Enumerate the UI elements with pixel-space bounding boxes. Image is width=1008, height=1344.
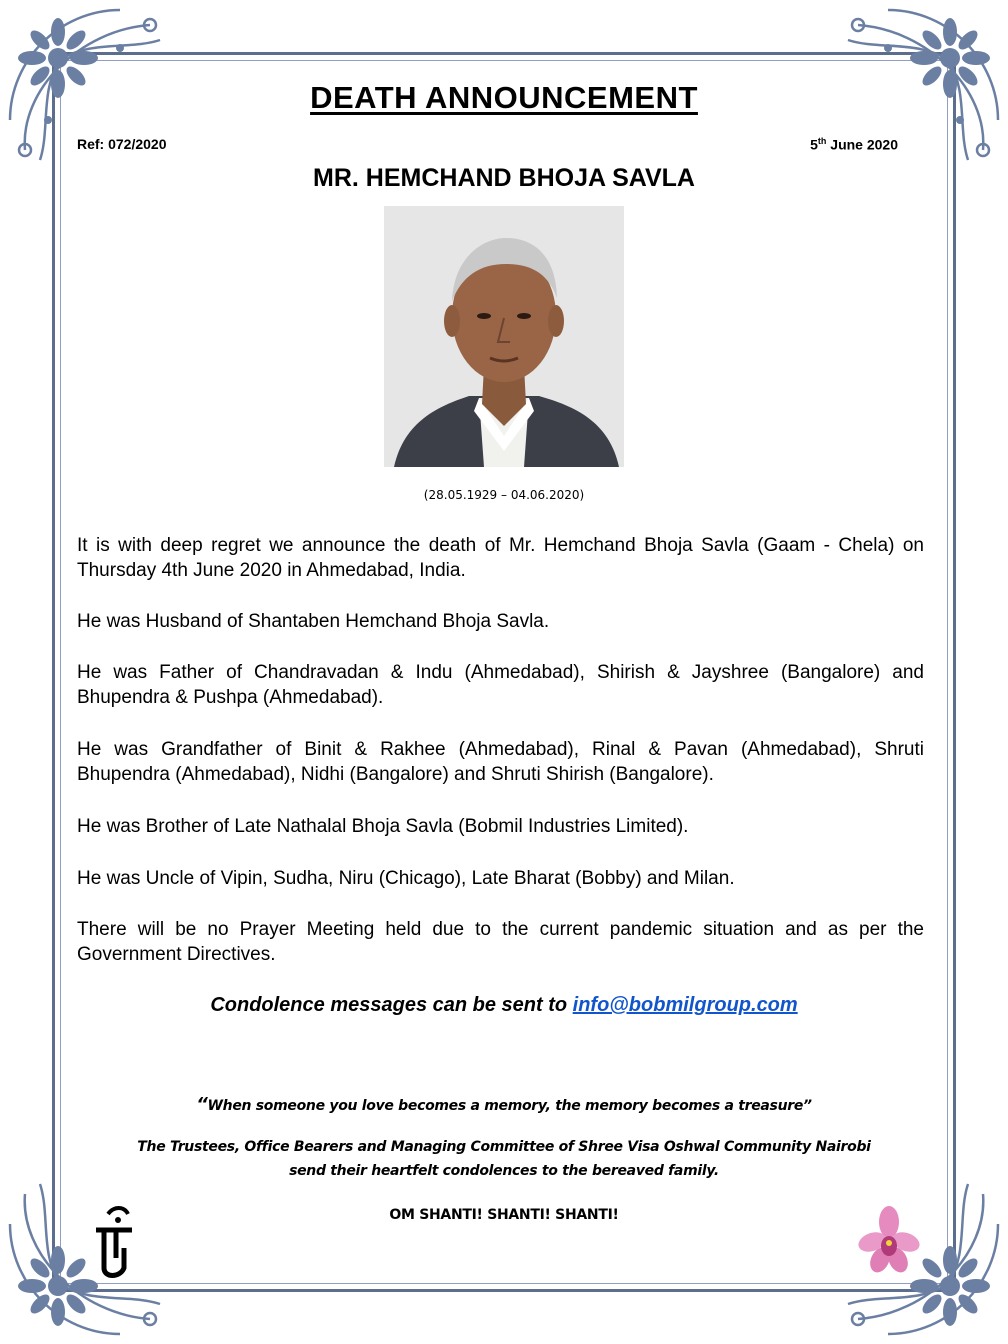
om-shanti: OM SHANTI! SHANTI! SHANTI!	[389, 1207, 619, 1223]
portrait-photo	[384, 206, 624, 467]
orchid-icon	[858, 1206, 920, 1276]
trustees-line-1: The Trustees, Office Bearers and Managing Committee of Shree Visa Oshwal Community Nairobi	[137, 1139, 871, 1155]
paragraph-grandfather: He was Grandfather of Binit & Rakhee (Ahmedabad), Rinal & Pavan (Ahmedabad), Shruti Bhupendra (Ahmedabad), Nidhi (Bangalore) and Shruti Shirish (Bangalore).	[77, 739, 924, 785]
condolence-email-link[interactable]: info@bobmilgroup.com	[572, 994, 798, 1016]
paragraph-brother: He was Brother of Late Nathalal Bhoja Savla (Bobmil Industries Limited).	[77, 816, 689, 837]
paragraph-prayer-meeting: There will be no Prayer Meeting held due to the current pandemic situation and as per the Government Directives.	[77, 919, 924, 965]
paragraph-announcement: It is with deep regret we announce the death of Mr. Hemchand Bhoja Savla (Gaam - Chela) on Thursday 4th June 2020 in Ahmedabad, India.	[77, 535, 924, 581]
hrim-icon	[90, 1200, 138, 1280]
memorial-quote: “When someone you love becomes a memory, the memory becomes a treasure”	[196, 1094, 812, 1115]
paragraph-father: He was Father of Chandravadan & Indu (Ahmedabad), Shirish & Jayshree (Bangalore) and Bhupendra & Pushpa (Ahmedabad).	[77, 662, 924, 708]
condolence-line: Condolence messages can be sent to info@bobmilgroup.com	[210, 994, 798, 1016]
trustees-message	[0, 1135, 1008, 1183]
paragraph-husband: He was Husband of Shantaben Hemchand Bhoja Savla.	[77, 611, 550, 632]
deceased-name: MR. HEMCHAND BHOJA SAVLA	[313, 164, 695, 192]
reference-number: Ref: 072/2020	[77, 136, 167, 152]
paragraph-uncle: He was Uncle of Vipin, Sudha, Niru (Chicago), Late Bharat (Bobby) and Milan.	[77, 868, 735, 889]
announcement-date: 5th June 2020	[810, 136, 898, 153]
page-title: DEATH ANNOUNCEMENT	[310, 80, 698, 115]
life-dates: (28.05.1929 – 04.06.2020)	[423, 488, 585, 502]
trustees-line-2: send their heartfelt condolences to the bereaved family.	[289, 1163, 719, 1179]
